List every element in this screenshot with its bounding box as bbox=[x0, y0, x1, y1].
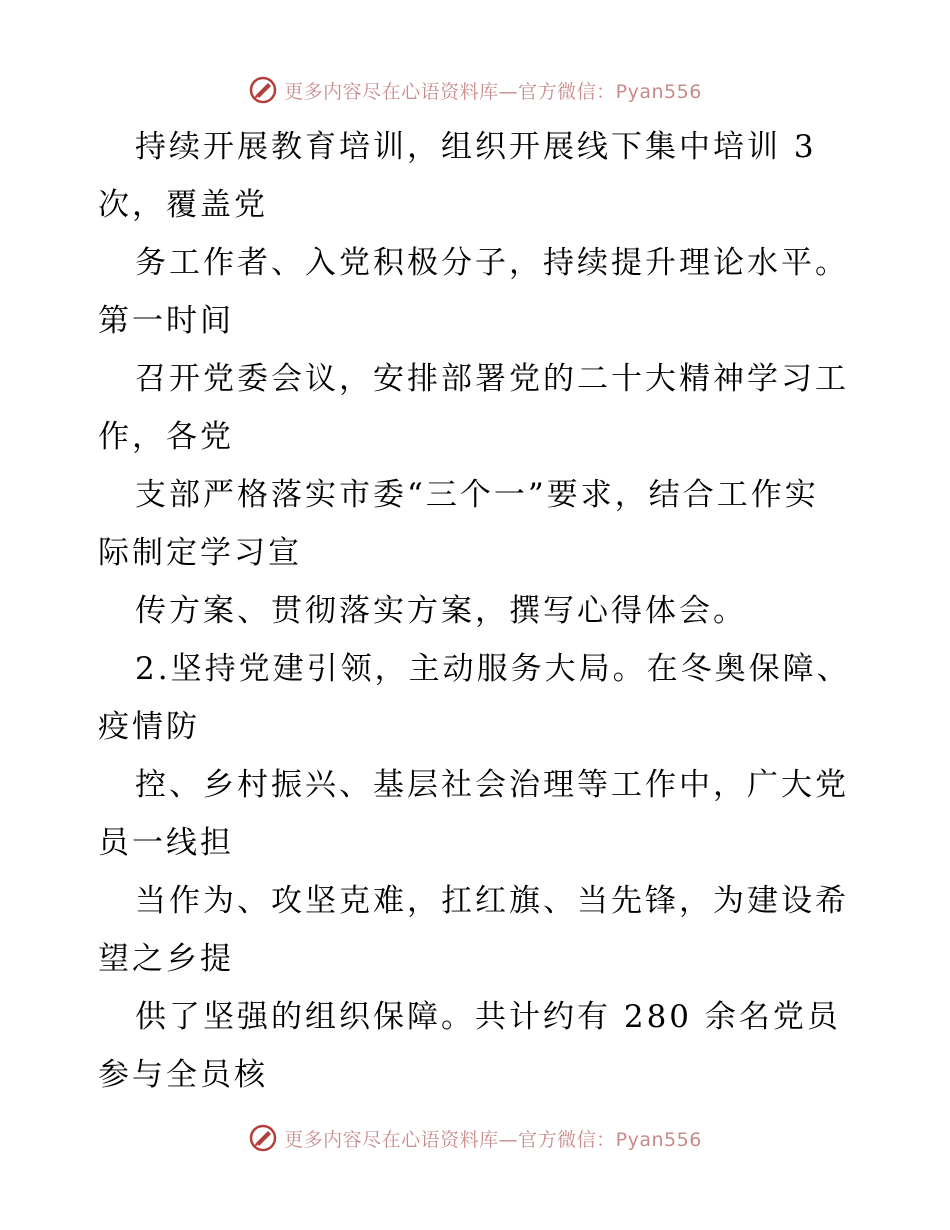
book-quill-logo-icon bbox=[248, 1123, 278, 1153]
text-line: 望之乡提 bbox=[98, 941, 234, 977]
text-line: 际制定学习宣 bbox=[98, 535, 302, 571]
text-line: 当作为、攻坚克难，扛红旗、当先锋，为建设希 bbox=[135, 883, 849, 919]
text-line: 第一时间 bbox=[98, 303, 234, 339]
text-line: 务工作者、入党积极分子，持续提升理论水平。 bbox=[135, 245, 849, 281]
text-line: 持续开展教育培训，组织开展线下集中培训 3 bbox=[135, 129, 817, 165]
text-line: 供了坚强的组织保障。共计约有 280 余名党员 bbox=[135, 999, 841, 1035]
header-watermark bbox=[0, 70, 950, 110]
text-line: 次，覆盖党 bbox=[98, 187, 268, 223]
watermark-text: 更多内容尽在心语资料库—官方微信：Pyan556 bbox=[284, 1128, 702, 1151]
text-line: 员一线担 bbox=[98, 825, 234, 861]
text-line: 疫情防 bbox=[98, 709, 200, 745]
text-line: 召开党委会议，安排部署党的二十大精神学习工 bbox=[135, 361, 849, 397]
text-line: 传方案、贯彻落实方案，撰写心得体会。 bbox=[135, 593, 747, 629]
text-line: 支部严格落实市委“三个一”要求，结合工作实 bbox=[135, 477, 819, 513]
watermark-text: 更多内容尽在心语资料库—官方微信：Pyan556 bbox=[284, 80, 702, 103]
text-line: 参与全员核 bbox=[98, 1057, 268, 1093]
text-line: 控、乡村振兴、基层社会治理等工作中，广大党 bbox=[135, 767, 849, 803]
footer-watermark bbox=[0, 1118, 950, 1158]
text-line: 2.坚持党建引领，主动服务大局。在冬奥保障、 bbox=[135, 651, 851, 687]
book-quill-logo-icon bbox=[248, 75, 278, 105]
text-line: 作，各党 bbox=[98, 419, 234, 455]
